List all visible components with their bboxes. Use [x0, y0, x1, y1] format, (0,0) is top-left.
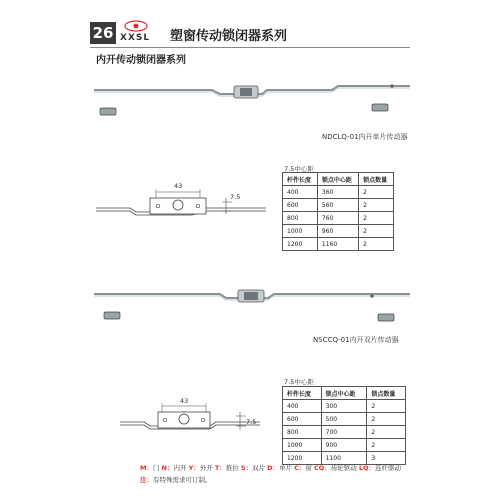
- table-cell: 1100: [321, 452, 367, 465]
- table-header: 锁点中心距: [321, 387, 367, 400]
- table-row: [283, 426, 406, 439]
- legend-key: S：: [240, 464, 253, 472]
- legend-key: T：: [214, 464, 226, 472]
- table-cell: 900: [321, 439, 367, 452]
- table-cell: 600: [283, 413, 322, 426]
- product-1-spec-table: [282, 172, 394, 251]
- table-cell: 800: [283, 212, 318, 225]
- table-header: 锁点中心距: [317, 173, 358, 186]
- table-cell: 1000: [283, 225, 318, 238]
- product-1-model: NDCLQ-01内开单片传动器: [322, 133, 408, 141]
- table-cell: 1200: [283, 238, 318, 251]
- table-cell: 2: [367, 413, 406, 426]
- table-cell: 760: [317, 212, 358, 225]
- product-1-dim-width: 43: [174, 182, 183, 190]
- legend-value: 内开: [173, 464, 187, 472]
- legend-value: 门: [152, 464, 160, 472]
- table-header: 锁点数量: [359, 173, 394, 186]
- product-2-dim-height: 7.5: [246, 418, 257, 426]
- legend-key: D：: [267, 464, 280, 472]
- table-cell: 700: [321, 426, 367, 439]
- legend-key: Y：: [188, 464, 200, 472]
- table-row: [283, 186, 394, 199]
- product-2-model: NSCCQ-01内开双片传动器: [313, 336, 399, 344]
- table-cell: 2: [367, 426, 406, 439]
- legend-line-1: [140, 463, 401, 472]
- table-cell: 300: [321, 400, 367, 413]
- legend-key: 注：: [140, 476, 153, 484]
- table-cell: 800: [283, 426, 322, 439]
- legend-value: 有特殊需求可订制。: [153, 476, 212, 484]
- series-title: 塑窗传动锁闭器系列: [170, 29, 288, 44]
- table-cell: 1000: [283, 439, 322, 452]
- table-cell: 1200: [283, 452, 322, 465]
- product-2-center-distance: 7.5中心距: [284, 378, 314, 386]
- legend-value: 连杆驱动: [375, 464, 402, 472]
- legend-value: 齿轮驱动: [330, 464, 357, 472]
- sub-title: 内开传动锁闭器系列: [96, 55, 186, 66]
- table-cell: 3: [367, 452, 406, 465]
- table-row: [283, 439, 406, 452]
- table-row: [283, 238, 394, 251]
- table-row: [283, 225, 394, 238]
- legend-key: N：: [161, 464, 174, 472]
- table-row: [283, 199, 394, 212]
- table-cell: 560: [317, 199, 358, 212]
- product-2-bar-drawing: [92, 284, 412, 328]
- table-cell: 2: [359, 212, 394, 225]
- table-cell: 360: [317, 186, 358, 199]
- table-cell: 600: [283, 199, 318, 212]
- legend-key: M：: [140, 464, 153, 472]
- table-cell: 2: [359, 199, 394, 212]
- legend-key: C：: [294, 464, 306, 472]
- legend-value: 推拉: [225, 464, 239, 472]
- table-cell: 2: [359, 238, 394, 251]
- brand-logo-icon: [124, 20, 148, 32]
- table-cell: 500: [321, 413, 367, 426]
- table-cell: 2: [367, 400, 406, 413]
- product-1-dim-height: 7.5: [230, 193, 241, 201]
- header-rule: [90, 47, 410, 48]
- table-cell: 400: [283, 186, 318, 199]
- legend-key: CQ：: [314, 464, 331, 472]
- table-cell: 2: [367, 439, 406, 452]
- product-2-dim-width: 43: [180, 397, 189, 405]
- table-cell: 2: [359, 186, 394, 199]
- product-1-center-distance: 7.5中心距: [284, 165, 314, 173]
- table-cell: 960: [317, 225, 358, 238]
- legend-value: 窗: [305, 464, 312, 472]
- table-row: [283, 413, 406, 426]
- table-cell: 1160: [317, 238, 358, 251]
- table-header: 锁点数量: [367, 387, 406, 400]
- legend-key: LQ：: [358, 464, 376, 472]
- legend-value: 双片: [252, 464, 266, 472]
- table-row: [283, 212, 394, 225]
- product-2-dimension-drawing: [120, 396, 260, 438]
- legend-value: 单片: [279, 464, 293, 472]
- table-row: [283, 400, 406, 413]
- legend-value: 外开: [199, 464, 213, 472]
- table-header: 杆件长度: [283, 387, 322, 400]
- table-cell: 400: [283, 400, 322, 413]
- product-1-bar-drawing: [92, 76, 412, 124]
- page-number: 26: [90, 22, 116, 44]
- product-2-spec-table: [282, 386, 406, 465]
- legend-note: [140, 475, 212, 484]
- table-header: 杆件长度: [283, 173, 318, 186]
- table-cell: 2: [359, 225, 394, 238]
- brand-name: XXSL: [120, 33, 151, 43]
